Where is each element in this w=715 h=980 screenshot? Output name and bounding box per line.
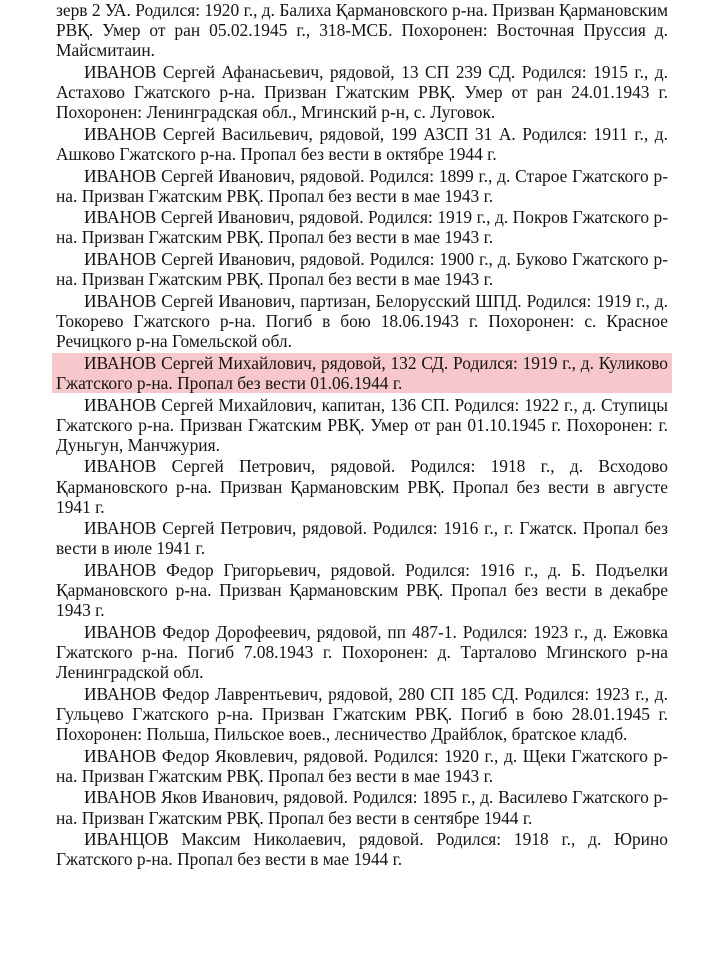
entry: ИВАНОВ Сергей Иванович, рядовой. Родился: 1900 г., д. Буково Гжатского р-на. Призван Гжатским РВҚ. Пропал без вести в мае 1943 г. (56, 249, 668, 290)
entry: ИВАНЦОВ Максим Николаевич, рядовой. Родился: 1918 г., д. Юрино Гжатского р-на. Пропал без вести в мае 1944 г. (56, 829, 668, 870)
entry: ИВАНОВ Сергей Иванович, рядовой. Родился: 1899 г., д. Старое Гжатского р-на. Призван Гжатским РВҚ. Пропал без вести в мае 1943 г. (56, 165, 668, 206)
entry: ИВАНОВ Федор Дорофеевич, рядовой, пп 487-1. Родился: 1923 г., д. Ежовка Гжатского р-на. Погиб 7.08.1943 г. Похоронен: д. Тарталово Мгинского р-на Ленинградской обл. (56, 621, 668, 683)
entry: ИВАНОВ Сергей Михайлович, капитан, 136 СП. Родился: 1922 г., д. Ступицы Гжатского р-на. Призван Гжатским РВҚ. Умер от ран 01.10.1945 г. Похоронен: г. Дуньгун, Манчжурия. (56, 394, 668, 455)
entries-list (56, 0, 668, 871)
entry: ИВАНОВ Сергей Петрович, рядовой. Родился: 1918 г., д. Всходово Қармановского р-на. Призван Қармановским РВҚ. Пропал без вести в августе 1941 г. (56, 456, 668, 517)
entry: ИВАНОВ Сергей Иванович, рядовой. Родился: 1919 г., д. Покров Гжатского р-на. Призван Гжатским РВҚ. Пропал без вести в мае 1943 г. (56, 207, 668, 248)
entry-highlighted: ИВАНОВ Сергей Михайлович, рядовой, 132 СД. Родился: 1919 г., д. Куликово Гжатского р-на. Пропал без вести 01.06.1944 г. (52, 353, 672, 393)
entry: ИВАНОВ Сергей Афанасьевич, рядовой, 13 СП 239 СД. Родился: 1915 г., д. Астахово Гжатского р-на. Призван Гжатским РВҚ. Умер от ран 24.01.1943 г. Похоронен: Ленинградская обл., Мгинский р-н, с. Луговок. (56, 61, 668, 123)
entry: ИВАНОВ Сергей Петрович, рядовой. Родился: 1916 г., г. Гжатск. Пропал без вести в июле 1941 г. (56, 518, 668, 559)
entry: ИВАНОВ Яков Иванович, рядовой. Родился: 1895 г., д. Василево Гжатского р-на. Призван Гжатским РВҚ. Пропал без вести в сентябре 1944 г. (56, 787, 668, 828)
entry: ИВАНОВ Федор Лаврентьевич, рядовой, 280 СП 185 СД. Родился: 1923 г., д. Гульцево Гжатского р-на. Призван Гжатским РВҚ. Погиб в бою 28.01.1945 г. Похоронен: Польша, Пильское воев., лесничество Драйблок, братское кладб. (56, 683, 668, 744)
entry: ИВАНОВ Федор Григорьевич, рядовой. Родился: 1916 г., д. Б. Подъелки Қармановского р-на. Призван Қармановским РВҚ. Пропал без вести в декабре 1943 г. (56, 560, 668, 621)
entry-continuation: зерв 2 УА. Родился: 1920 г., д. Балиха Қармановского р-на. Призван Қармановским РВҚ. Умер от ран 05.02.1945 г., 318-МСБ. Похоронен: Восточная Пруссия д. Майсмитаин. (56, 0, 668, 61)
entry: ИВАНОВ Сергей Иванович, партизан, Белорусский ШПД. Родился: 1919 г., д. Токорево Гжатского р-на. Погиб в бою 18.06.1943 г. Похоронен: с. Красное Речицкого р-на Гомельской обл. (56, 290, 668, 352)
entry: ИВАНОВ Сергей Васильевич, рядовой, 199 АЗСП 31 А. Родился: 1911 г., д. Ашково Гжатского р-на. Пропал без вести в октябре 1944 г. (56, 123, 668, 164)
entry: ИВАНОВ Федор Яковлевич, рядовой. Родился: 1920 г., д. Щеки Гжатского р-на. Призван Гжатским РВҚ. Пропал без вести в мае 1943 г. (56, 745, 668, 786)
